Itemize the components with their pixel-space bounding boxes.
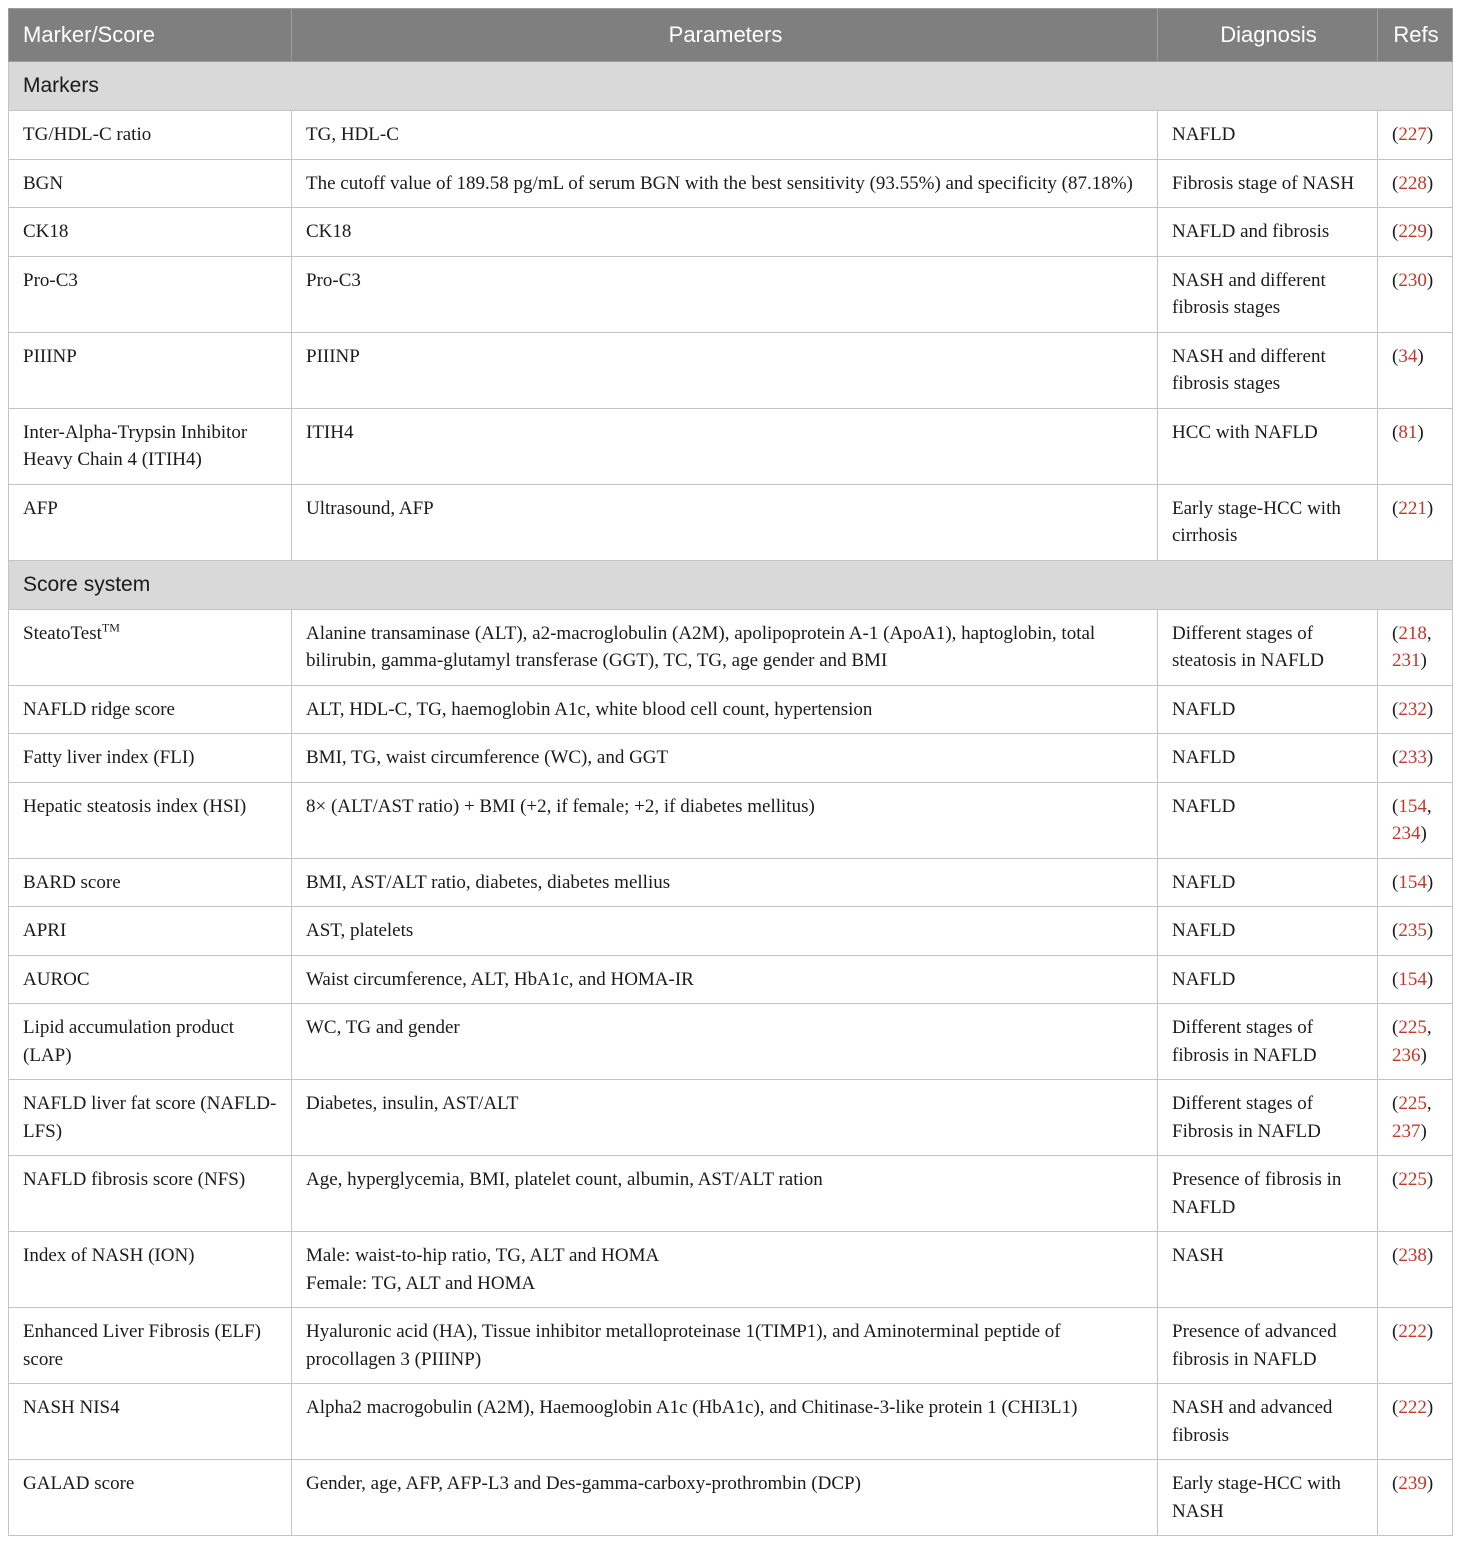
reference-link[interactable]: 239	[1398, 1473, 1427, 1494]
refs-open-paren: (	[1392, 871, 1399, 893]
column-header-parameters: Parameters	[292, 9, 1158, 62]
table-row	[9, 1460, 1453, 1536]
refs-open-paren: (	[1392, 269, 1399, 291]
parameters-cell	[292, 1156, 1158, 1232]
marker-name: GALAD score	[23, 1473, 135, 1494]
diagnosis-cell: NAFLD	[1158, 782, 1378, 858]
diagnosis-cell: Early stage-HCC with cirrhosis	[1158, 484, 1378, 560]
reference-link[interactable]: 154	[1398, 871, 1427, 893]
diagnosis-cell: NASH	[1158, 1232, 1378, 1308]
column-header-refs: Refs	[1378, 9, 1453, 62]
column-header-marker: Marker/Score	[9, 9, 292, 62]
parameters-cell	[292, 111, 1158, 160]
marker-name: AUROC	[23, 968, 90, 990]
refs-open-paren: (	[1392, 920, 1399, 941]
section-row	[9, 62, 1453, 111]
marker-name: Pro-C3	[23, 269, 78, 291]
reference-link[interactable]: 34	[1398, 345, 1418, 367]
table-row	[9, 1384, 1453, 1460]
refs-cell	[1378, 159, 1453, 208]
refs-open-paren: (	[1392, 221, 1399, 242]
refs-cell	[1378, 1232, 1453, 1308]
refs-close-paren: )	[1426, 497, 1434, 519]
section-title: Markers	[9, 62, 1453, 111]
parameters-text: Alanine transaminase (ALT), a2-macroglobulin (A2M), apolipoprotein A-1 (ApoA1), haptoglobin, total bilirubin, gamma-glutamyl transferase (GGT), TC, TG, age gender and BMI	[306, 622, 1096, 671]
table-row	[9, 782, 1453, 858]
marker-name-cell	[9, 685, 292, 734]
marker-name-cell	[9, 111, 292, 160]
refs-cell	[1378, 332, 1453, 408]
refs-open-paren: (	[1392, 747, 1399, 768]
refs-separator: ,	[1426, 1093, 1432, 1114]
marker-name-cell	[9, 734, 292, 783]
refs-open-paren: (	[1392, 622, 1399, 644]
refs-close-paren: )	[1426, 172, 1434, 194]
diagnosis-cell: NAFLD	[1158, 858, 1378, 907]
marker-name: AFP	[23, 497, 58, 519]
refs-cell	[1378, 907, 1453, 956]
refs-cell	[1378, 208, 1453, 257]
refs-open-paren: (	[1392, 1169, 1399, 1190]
parameters-cell	[292, 609, 1158, 685]
refs-close-paren: )	[1417, 421, 1424, 443]
reference-link[interactable]: 225	[1398, 1017, 1427, 1038]
reference-link[interactable]: 221	[1398, 497, 1427, 519]
refs-open-paren: (	[1392, 698, 1399, 720]
refs-close-paren: )	[1426, 968, 1434, 990]
table-row	[9, 484, 1453, 560]
refs-close-paren: )	[1426, 124, 1434, 145]
parameters-cell	[292, 782, 1158, 858]
marker-name: BGN	[23, 172, 64, 194]
refs-separator: ,	[1426, 622, 1432, 644]
refs-cell	[1378, 609, 1453, 685]
refs-open-paren: (	[1392, 421, 1399, 443]
reference-link[interactable]: 227	[1398, 124, 1427, 145]
refs-cell	[1378, 484, 1453, 560]
refs-close-paren: )	[1426, 1397, 1434, 1418]
reference-link[interactable]: 237	[1392, 1120, 1421, 1142]
diagnosis-cell: HCC with NAFLD	[1158, 408, 1378, 484]
refs-close-paren: )	[1426, 747, 1434, 768]
parameters-text: Waist circumference, ALT, HbA1c, and HOMA-IR	[306, 968, 694, 990]
parameters-cell	[292, 858, 1158, 907]
diagnosis-cell: NAFLD	[1158, 955, 1378, 1004]
diagnosis-cell: NAFLD	[1158, 907, 1378, 956]
marker-name: SteatoTest	[23, 622, 102, 644]
refs-cell	[1378, 685, 1453, 734]
table-row	[9, 1156, 1453, 1232]
marker-name-cell	[9, 1308, 292, 1384]
table-row	[9, 685, 1453, 734]
column-header-diagnosis: Diagnosis	[1158, 9, 1378, 62]
marker-name-cell	[9, 332, 292, 408]
reference-link[interactable]: 225	[1398, 1169, 1427, 1190]
refs-cell	[1378, 111, 1453, 160]
refs-close-paren: )	[1426, 1473, 1434, 1494]
marker-name-cell	[9, 1080, 292, 1156]
marker-name-cell	[9, 208, 292, 257]
table-body	[9, 62, 1453, 1536]
diagnosis-cell: NASH and advanced fibrosis	[1158, 1384, 1378, 1460]
table-row	[9, 858, 1453, 907]
marker-name: Lipid accumulation product (LAP)	[23, 1017, 235, 1066]
diagnosis-cell: Presence of advanced fibrosis in NAFLD	[1158, 1308, 1378, 1384]
marker-name: APRI	[23, 920, 67, 941]
refs-separator: ,	[1426, 795, 1432, 817]
diagnosis-cell: Early stage-HCC with NASH	[1158, 1460, 1378, 1536]
diagnosis-cell: Fibrosis stage of NASH	[1158, 159, 1378, 208]
table-row	[9, 1232, 1453, 1308]
marker-name: Inter-Alpha-Trypsin Inhibitor Heavy Chain 4 (ITIH4)	[23, 421, 248, 470]
refs-close-paren: )	[1420, 823, 1427, 844]
table-row	[9, 159, 1453, 208]
diagnosis-cell: Different stages of Fibrosis in NAFLD	[1158, 1080, 1378, 1156]
marker-name-cell	[9, 782, 292, 858]
refs-open-paren: (	[1392, 172, 1399, 194]
parameters-cell	[292, 332, 1158, 408]
parameters-cell	[292, 1384, 1158, 1460]
table-row	[9, 111, 1453, 160]
marker-name: NASH NIS4	[23, 1397, 120, 1418]
refs-cell	[1378, 955, 1453, 1004]
marker-name-cell	[9, 1460, 292, 1536]
marker-name-cell	[9, 1004, 292, 1080]
reference-link[interactable]: 222	[1398, 1397, 1427, 1418]
reference-link[interactable]: 154	[1398, 795, 1427, 817]
refs-cell	[1378, 1384, 1453, 1460]
trademark-superscript: TM	[101, 620, 120, 635]
refs-cell	[1378, 1308, 1453, 1384]
parameters-cell	[292, 1460, 1158, 1536]
reference-link[interactable]: 229	[1398, 221, 1427, 242]
reference-link[interactable]: 234	[1392, 823, 1421, 844]
refs-open-paren: (	[1392, 1017, 1399, 1038]
parameters-text: The cutoff value of 189.58 pg/mL of serum BGN with the best sensitivity (93.55%) and specificity (87.18%)	[306, 172, 1133, 194]
refs-open-paren: (	[1392, 124, 1399, 145]
diagnosis-cell: NAFLD and fibrosis	[1158, 208, 1378, 257]
marker-name-cell	[9, 1232, 292, 1308]
reference-link[interactable]: 235	[1398, 920, 1427, 941]
parameters-text: WC, TG and gender	[306, 1017, 460, 1038]
marker-name-cell	[9, 907, 292, 956]
table-row	[9, 609, 1453, 685]
parameters-cell	[292, 685, 1158, 734]
parameters-cell	[292, 734, 1158, 783]
table-row	[9, 1004, 1453, 1080]
refs-cell	[1378, 408, 1453, 484]
refs-close-paren: )	[1417, 345, 1424, 367]
refs-open-paren: (	[1392, 1397, 1399, 1418]
parameters-text: Gender, age, AFP, AFP-L3 and Des-gamma-carboxy-prothrombin (DCP)	[306, 1473, 861, 1494]
marker-name-cell	[9, 858, 292, 907]
refs-close-paren: )	[1426, 1321, 1434, 1342]
refs-open-paren: (	[1392, 1321, 1399, 1342]
refs-open-paren: (	[1392, 968, 1399, 990]
diagnosis-cell: NASH and different fibrosis stages	[1158, 256, 1378, 332]
parameters-cell	[292, 208, 1158, 257]
marker-name: BARD score	[23, 871, 121, 893]
parameters-cell	[292, 408, 1158, 484]
refs-close-paren: )	[1426, 269, 1434, 291]
parameters-text: BMI, TG, waist circumference (WC), and GGT	[306, 747, 669, 768]
marker-name-cell	[9, 484, 292, 560]
marker-name-cell	[9, 159, 292, 208]
diagnosis-cell: Different stages of steatosis in NAFLD	[1158, 609, 1378, 685]
marker-name-cell	[9, 609, 292, 685]
refs-cell	[1378, 734, 1453, 783]
parameters-cell	[292, 159, 1158, 208]
parameters-cell	[292, 1080, 1158, 1156]
marker-name: Index of NASH (ION)	[23, 1245, 195, 1266]
reference-link[interactable]: 236	[1392, 1044, 1421, 1066]
marker-name: Hepatic steatosis index (HSI)	[23, 795, 247, 817]
reference-link[interactable]: 238	[1398, 1245, 1427, 1266]
reference-link[interactable]: 231	[1392, 650, 1421, 671]
refs-open-paren: (	[1392, 345, 1399, 367]
refs-separator: ,	[1426, 1017, 1432, 1038]
table-row	[9, 907, 1453, 956]
parameters-text: PIIINP	[306, 345, 360, 367]
reference-link[interactable]: 222	[1398, 1321, 1427, 1342]
refs-cell	[1378, 782, 1453, 858]
table-row	[9, 955, 1453, 1004]
refs-cell	[1378, 1080, 1453, 1156]
parameters-text: TG, HDL-C	[306, 124, 399, 145]
parameters-text: Age, hyperglycemia, BMI, platelet count, albumin, AST/ALT ration	[306, 1169, 823, 1190]
table-row	[9, 332, 1453, 408]
marker-name: NAFLD ridge score	[23, 698, 175, 720]
diagnosis-cell: Presence of fibrosis in NAFLD	[1158, 1156, 1378, 1232]
table-row	[9, 1080, 1453, 1156]
refs-open-paren: (	[1392, 795, 1399, 817]
parameters-text: ITIH4	[306, 421, 354, 443]
diagnosis-cell: Different stages of fibrosis in NAFLD	[1158, 1004, 1378, 1080]
parameters-text: 8× (ALT/AST ratio) + BMI (+2, if female; +2, if diabetes mellitus)	[306, 795, 815, 817]
parameters-cell	[292, 1308, 1158, 1384]
parameters-text: Hyaluronic acid (HA), Tissue inhibitor metalloproteinase 1(TIMP1), and Aminoterminal peptide of procollagen 3 (PIIINP)	[306, 1321, 1061, 1370]
refs-open-paren: (	[1392, 1473, 1399, 1494]
parameters-cell	[292, 907, 1158, 956]
marker-name-cell	[9, 1156, 292, 1232]
marker-name: TG/HDL-C ratio	[23, 124, 152, 145]
parameters-text: ALT, HDL-C, TG, haemoglobin A1c, white blood cell count, hypertension	[306, 698, 873, 720]
marker-name-cell	[9, 408, 292, 484]
refs-cell	[1378, 1004, 1453, 1080]
reference-link[interactable]: 233	[1398, 747, 1427, 768]
parameters-cell	[292, 1004, 1158, 1080]
reference-link[interactable]: 81	[1398, 421, 1418, 443]
refs-close-paren: )	[1426, 871, 1434, 893]
reference-link[interactable]: 230	[1398, 269, 1427, 291]
marker-name: Fatty liver index (FLI)	[23, 747, 195, 768]
refs-close-paren: )	[1426, 1245, 1434, 1266]
table-header-row	[9, 9, 1453, 62]
marker-name-cell	[9, 1384, 292, 1460]
parameters-cell	[292, 955, 1158, 1004]
reference-link[interactable]: 225	[1398, 1093, 1427, 1114]
parameters-text-line2: Female: TG, ALT and HOMA	[306, 1272, 536, 1294]
diagnosis-cell: NAFLD	[1158, 111, 1378, 160]
marker-name-cell	[9, 256, 292, 332]
table-row	[9, 408, 1453, 484]
reference-link[interactable]: 228	[1398, 172, 1427, 194]
table-row	[9, 1308, 1453, 1384]
marker-name-cell	[9, 955, 292, 1004]
parameters-cell	[292, 256, 1158, 332]
parameters-text: AST, platelets	[306, 920, 414, 941]
table-row	[9, 256, 1453, 332]
marker-name: CK18	[23, 221, 69, 242]
parameters-text: Diabetes, insulin, AST/ALT	[306, 1093, 519, 1114]
parameters-text: CK18	[306, 221, 352, 242]
refs-close-paren: )	[1420, 1044, 1427, 1066]
reference-link[interactable]: 218	[1398, 622, 1427, 644]
marker-name: NAFLD liver fat score (NAFLD-LFS)	[23, 1093, 277, 1142]
section-row	[9, 560, 1453, 609]
diagnosis-cell: NAFLD	[1158, 685, 1378, 734]
table-row	[9, 734, 1453, 783]
refs-close-paren: )	[1426, 920, 1434, 941]
section-title: Score system	[9, 560, 1453, 609]
table-row	[9, 208, 1453, 257]
marker-name: NAFLD fibrosis score (NFS)	[23, 1169, 246, 1190]
refs-open-paren: (	[1392, 1093, 1399, 1114]
marker-name: Enhanced Liver Fibrosis (ELF) score	[23, 1321, 261, 1370]
refs-close-paren: )	[1426, 698, 1434, 720]
parameters-text: Ultrasound, AFP	[306, 497, 434, 519]
parameters-cell	[292, 484, 1158, 560]
parameters-text: Male: waist-to-hip ratio, TG, ALT and HOMA	[306, 1245, 660, 1266]
refs-open-paren: (	[1392, 1245, 1399, 1266]
parameters-text: Pro-C3	[306, 269, 361, 291]
refs-cell	[1378, 1460, 1453, 1536]
refs-open-paren: (	[1392, 497, 1399, 519]
refs-cell	[1378, 858, 1453, 907]
refs-cell	[1378, 256, 1453, 332]
reference-link[interactable]: 154	[1398, 968, 1427, 990]
parameters-cell	[292, 1232, 1158, 1308]
diagnosis-cell: NAFLD	[1158, 734, 1378, 783]
parameters-text: Alpha2 macrogobulin (A2M), Haemooglobin A1c (HbA1c), and Chitinase-3-like protein 1 (CHI3L1)	[306, 1397, 1078, 1418]
refs-close-paren: )	[1426, 221, 1434, 242]
marker-name: PIIINP	[23, 345, 77, 367]
refs-close-paren: )	[1426, 1169, 1434, 1190]
reference-link[interactable]: 232	[1398, 698, 1427, 720]
refs-close-paren: )	[1420, 650, 1427, 671]
biomarker-table	[8, 8, 1453, 1536]
refs-cell	[1378, 1156, 1453, 1232]
diagnosis-cell: NASH and different fibrosis stages	[1158, 332, 1378, 408]
parameters-text: BMI, AST/ALT ratio, diabetes, diabetes mellius	[306, 871, 671, 893]
refs-close-paren: )	[1420, 1120, 1427, 1142]
